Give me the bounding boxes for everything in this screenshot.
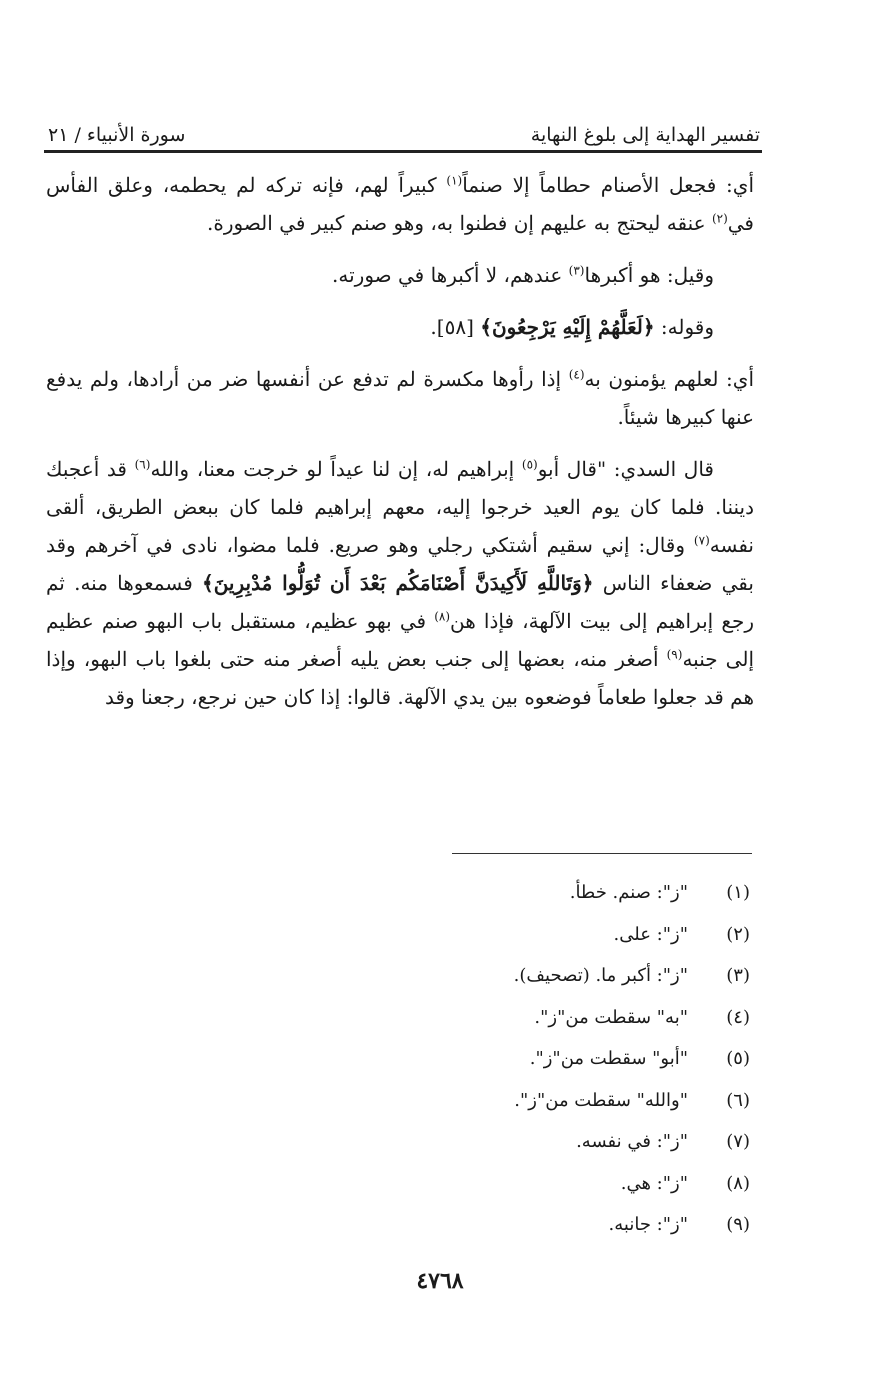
footnote-number: (١) [726,882,750,903]
footnote-ref-4: (٤) [568,367,585,382]
footnote-number: (٥) [726,1048,750,1069]
footnote-number: (٢) [726,923,750,945]
footnote-text: "ز": في نفسه. [576,1131,688,1152]
main-text [46,166,754,730]
footnote-item [300,914,750,956]
running-header [48,106,760,146]
quran-verse: ﴿لَعَلَّهُمْ إِلَيْهِ يَرْجِعُونَ﴾ [480,315,655,339]
paragraph-3: وقوله: ﴿لَعَلَّهُمْ إِلَيْهِ يَرْجِعُونَ﴾ [٥٨]. [430,315,714,339]
footnote-item [300,1204,750,1246]
header-divider [44,150,762,153]
footnote-item [300,1163,750,1205]
book-title: تفسير الهداية إلى بلوغ النهاية [530,124,760,146]
footnote-text: "ز": هي. [620,1172,688,1194]
paragraph-5: قال السدي: "قال أبو$^{(٥)}$ إبراهيم له، إن لنا عيداً لو خرجت معنا، والله$^{(٦)}$ قد أعجبك ديننا. فلما كان يوم العيد خرجوا إليه، معهم إبراهيم فلما كان ببعض الطريق، ألقى نفسه$^{(٧)}$ وقال: إني سقيم أشتكي رجلي وهو صريع. فلما مضوا، نادى في آخرهم وقد بقي ضعفاء الناس ﴿وَتَاللَّهِ لَأَكِيدَنَّ أَصْنَامَكُم بَعْدَ أَن تُوَلُّوا مُدْبِرِينَ﴾ فسمعوها منه. ثم رجع إبراهيم إلى بيت الآلهة، فإذا هن$^{(٨)}$ في بهو عظيم، مستقبل باب البهو صنم عظيم إلى جنبه$^{(٩)}$ أصغر منه، بعضها إلى جنب بعض يليه أصغر منه حتى بلغوا باب البهو، وإذا هم قد جعلوا طعاماً فوضعوه بين يدي الآلهة. قالوا: إذا كان حين نرجع، رجعنا وقد [46,457,755,709]
footnote-ref-5: (٥) [521,457,538,472]
footnote-ref-6: (٦) [134,457,151,472]
footnote-item [300,1038,750,1080]
footnote-item [300,997,750,1039]
footnote-ref-8: (٨) [434,609,451,624]
paragraph-2: وقيل: هو أكبرها$^{(٣)}$ عندهم، لا أكبرها في صورته. [332,263,714,287]
footnote-number: (٩) [726,1214,750,1235]
footnote-divider [452,853,752,854]
quran-verse: ﴿وَتَاللَّهِ لَأَكِيدَنَّ أَصْنَامَكُم بَعْدَ أَن تُوَلُّوا مُدْبِرِينَ﴾ [201,571,594,595]
page-number: ٤٧٦٨ [416,1268,464,1294]
footnote-text: "أبو" سقطت من"ز". [529,1048,688,1069]
footnote-ref-2: (٢) [711,211,728,226]
footnote-ref-9: (٩) [666,647,683,662]
footnote-number: (٤) [726,1006,750,1028]
paragraph-4: أي: لعلهم يؤمنون به$^{(٤)}$ إذا رأوها مكسرة لم تدفع عن أنفسها ضر من أرادها، ولم يدفع عنها كبيرها شيئاً. [46,367,754,429]
footnote-ref-1: (١) [446,173,463,188]
paragraph-1: أي: فجعل الأصنام حطاماً إلا صنماً$^{(١)}$ كبيراً لهم، فإنه تركه لم يحطمه، وعلق الفأس في$^{(٢)}$ عنقه ليحتج به عليهم إن فطنوا به، وهو صنم كبير في الصورة. [46,173,755,235]
footnote-number: (٣) [726,965,750,986]
footnote-number: (٧) [726,1131,750,1152]
footnote-text: "والله" سقطت من"ز". [514,1089,688,1111]
footnote-item [300,955,750,997]
footnotes-list [300,872,750,1246]
footnote-ref-7: (٧) [693,533,710,548]
footnote-item [300,872,750,914]
footnote-text: "ز": جانبه. [608,1214,688,1235]
footnote-text: "به" سقطت من"ز". [534,1006,688,1028]
footnote-text: "ز": على. [613,923,688,945]
footnote-ref-3: (٣) [568,263,585,278]
footnote-text: "ز": أكبر ما. (تصحيف). [513,965,688,986]
surah-reference: سورة الأنبياء / ٢١ [48,124,186,146]
footnote-text: "ز": صنم. خطأ. [569,882,688,903]
footnote-item [300,1080,750,1122]
footnote-item [300,1121,750,1163]
footnote-number: (٦) [726,1089,750,1111]
footnote-number: (٨) [726,1172,750,1194]
